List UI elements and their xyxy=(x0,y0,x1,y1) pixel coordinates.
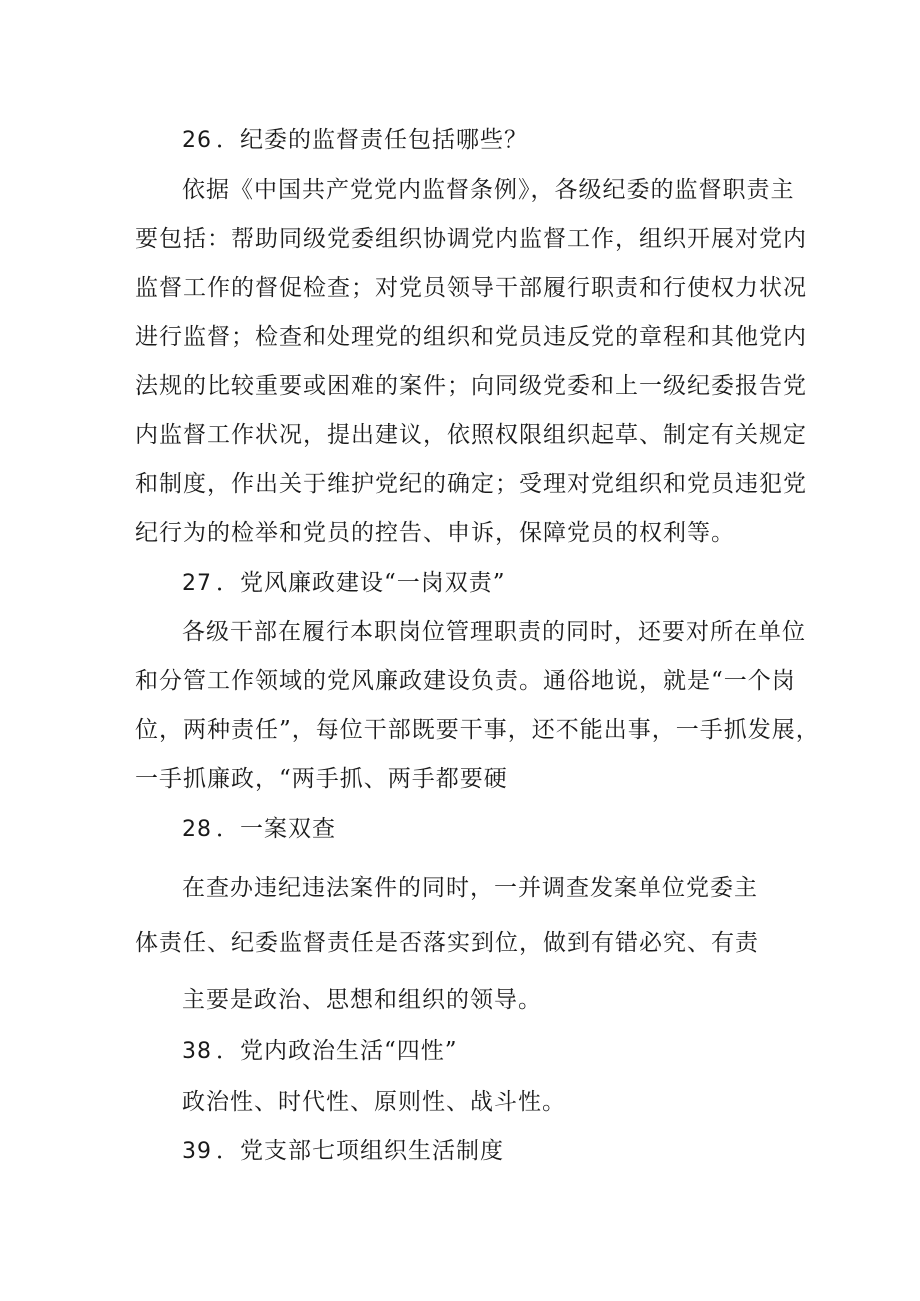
heading-28 xyxy=(182,814,336,845)
heading-title: ．纪委的监督责任包括哪些？ xyxy=(216,127,528,153)
paragraph-line: 和分管工作领域的党风廉政建设负责。通俗地说，就是“一个岗 xyxy=(135,668,796,694)
heading-title: ．一案双查 xyxy=(216,816,336,842)
heading-number: 39 xyxy=(182,1139,212,1164)
paragraph-line: 依据《中国共产党党内监督条例》，各级纪委的监督职责主 xyxy=(182,177,795,203)
heading-number: 26 xyxy=(182,128,212,153)
heading-27 xyxy=(182,568,506,599)
paragraph-line: 纪行为的检举和党员的控告、申诉，保障党员的权利等。 xyxy=(135,520,735,546)
heading-number: 27 xyxy=(182,571,212,596)
heading-number: 38 xyxy=(182,1039,212,1064)
paragraph-line: 位，两种责任”，每位干部既要干事，还不能出事，一手抓发展， xyxy=(135,717,820,743)
paragraph-line: 进行监督；检查和处理党的组织和党员违反党的章程和其他党内 xyxy=(135,324,807,350)
paragraph-line: 体责任、纪委监督责任是否落实到位，做到有错必究、有责 xyxy=(135,930,759,956)
paragraph-line: 要包括：帮助同级党委组织协调党内监督工作，组织开展对党内 xyxy=(135,226,807,252)
paragraph-line: 主要是政治、思想和组织的领导。 xyxy=(182,987,542,1013)
paragraph-line: 法规的比较重要或困难的案件；向同级党委和上一级纪委报告党 xyxy=(135,373,807,399)
paragraph-line: 监督工作的督促检查；对党员领导干部履行职责和行使权力状况 xyxy=(135,275,807,301)
paragraph-line: 和制度，作出关于维护党纪的确定；受理对党组织和党员违犯党 xyxy=(135,471,807,497)
heading-26 xyxy=(182,125,528,156)
heading-title: ．党支部七项组织生活制度 xyxy=(216,1138,504,1164)
heading-title: ．党风廉政建设“一岗双责” xyxy=(216,570,506,596)
paragraph-line: 内监督工作状况，提出建议，依照权限组织起草、制定有关规定 xyxy=(135,422,807,448)
heading-title: ．党内政治生活“四性” xyxy=(216,1038,458,1064)
paragraph-line: 政治性、时代性、原则性、战斗性。 xyxy=(182,1089,566,1115)
heading-number: 28 xyxy=(182,817,212,842)
paragraph-line: 在查办违纪违法案件的同时，一并调查发案单位党委主 xyxy=(182,875,758,901)
heading-39 xyxy=(182,1136,504,1167)
paragraph-line: 一手抓廉政，“两手抓、两手都要硬 xyxy=(135,766,508,792)
heading-38 xyxy=(182,1036,458,1067)
paragraph-line: 各级干部在履行本职岗位管理职责的同时，还要对所在单位 xyxy=(182,619,806,645)
